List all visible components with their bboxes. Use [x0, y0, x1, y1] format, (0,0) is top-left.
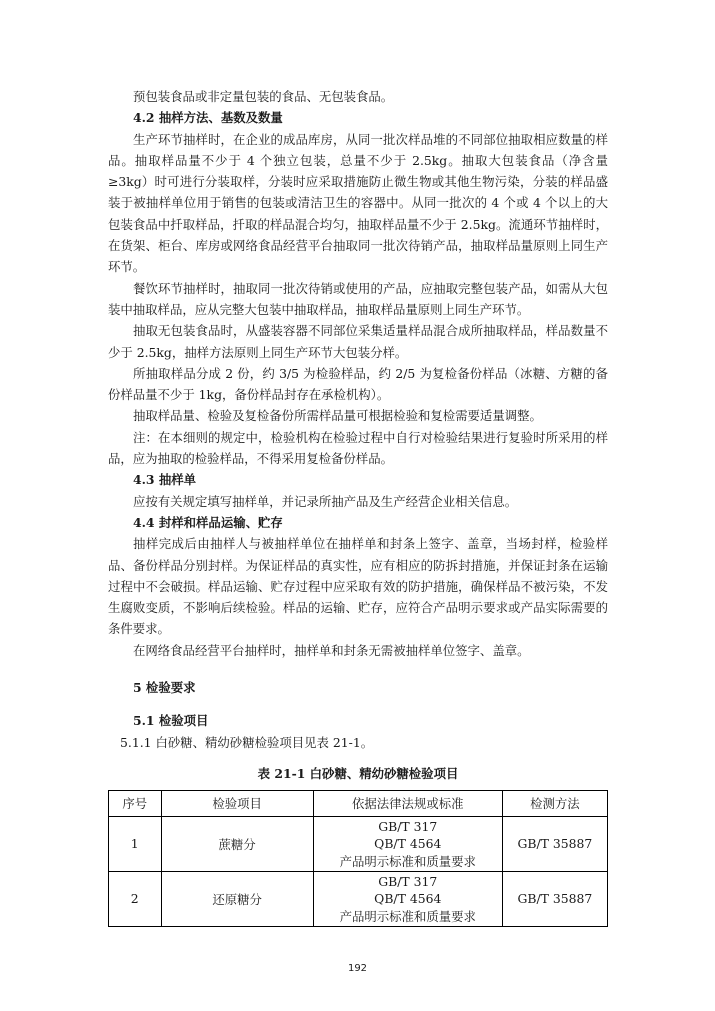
- document-body: [108, 86, 608, 927]
- basis-line: QB/T 4564: [374, 891, 442, 907]
- header-cell-method: 检测方法: [502, 790, 607, 816]
- paragraph: 抽样完成后由抽样人与被抽样单位在抽样单和封条上签字、盖章，当场封样，检验样品、备份样品分别封样。为保证样品的真实性，应有相应的防拆封措施，并保证封条在运输过程中不会破损。样品运输、贮存过程中应采取有效的防护措施，确保样品不被污染，不发生腐败变质，不影响后续检验。样品的运输、贮存，应符合产品明示要求或产品实际需要的条件要求。: [108, 536, 608, 637]
- cell-basis: [313, 871, 502, 926]
- cell-item: 蔗糖分: [161, 816, 313, 871]
- cell-method: GB/T 35887: [502, 816, 607, 871]
- page-number: 192: [347, 963, 368, 974]
- paragraph: 预包装食品或非定量包装的食品、无包装食品。: [133, 89, 394, 104]
- inspection-items-table: [108, 790, 608, 927]
- table-header-row: [109, 790, 608, 816]
- paragraph: 5.1.1 白砂糖、精幼砂糖检验项目见表 21-1。: [120, 734, 374, 750]
- paragraph: 应按有关规定填写抽样单，并记录所抽产品及生产经营企业相关信息。: [133, 493, 518, 509]
- section-heading-5-1: 5.1 检验项目: [133, 713, 209, 729]
- section-heading-4-3: 4.3 抽样单: [133, 472, 197, 488]
- paragraph: 所抽取样品分成 2 份，约 3/5 为检验样品，约 2/5 为复检备份样品（冰糖、方糖的备份样品量不少于 1kg，备份样品封存在承检机构）。: [108, 365, 608, 403]
- paragraph: 抽取样品量、检验及复检备份所需样品量可根据检验和复检需要适量调整。: [133, 408, 542, 424]
- note-paragraph: 注：在本细则的规定中，检验机构在检验过程中自行对检验结果进行复验时所采用的样品，应为抽取的检验样品，不得采用复检备份样品。: [108, 429, 608, 467]
- paragraph: 生产环节抽样时，在企业的成品库房，从同一批次样品堆的不同部位抽取相应数量的样品。抽取样品量不少于 4 个独立包装，总量不少于 2.5kg。抽取大包装食品（净含量≥3kg）时可进行分装取样，分装时应采取措施防止微生物或其他生物污染，分装的样品盛装于被抽样单位用于销售的包装或清洁卫生的容器中。从同一批次的 4 个或 4 个以上的大包装食品中扦取样品，扦取的样品混合均匀，抽取样品量不少于 2.5kg。流通环节抽样时，在货架、柜台、库房或网络食品经营平台抽取同一批次待销产品，抽取样品量原则上同生产环节。: [108, 131, 608, 275]
- cell-basis: [313, 816, 502, 871]
- paragraph: 在网络食品经营平台抽样时，抽样单和封条无需被抽样单位签字、盖章。: [133, 642, 530, 658]
- cell-method: GB/T 35887: [502, 871, 607, 926]
- basis-line: QB/T 4564: [374, 836, 442, 852]
- section-heading-4-2: 4.2 抽样方法、基数及数量: [133, 110, 283, 126]
- basis-line: GB/T 317: [378, 873, 438, 889]
- header-cell-no: 序号: [109, 790, 162, 816]
- table-row: [109, 871, 608, 926]
- paragraph: 抽取无包装食品时，从盛装容器不同部位采集适量样品混合成所抽取样品，样品数量不少于 2.5kg，抽样方法原则上同生产环节大包装分样。: [108, 323, 608, 360]
- cell-no: 1: [109, 816, 162, 871]
- paragraph: 餐饮环节抽样时，抽取同一批次待销或使用的产品，应抽取完整包装产品，如需从大包装中抽取样品，应从完整大包装中抽取样品，抽取样品量原则上同生产环节。: [108, 280, 608, 317]
- cell-no: 2: [109, 871, 162, 926]
- table-row: [109, 816, 608, 871]
- table-caption: 表 21-1 白砂糖、精幼砂糖检验项目: [257, 765, 459, 781]
- section-heading-5: 5 检验要求: [133, 680, 196, 696]
- cell-item: 还原糖分: [161, 871, 313, 926]
- basis-line: 产品明示标准和质量要求: [339, 853, 476, 869]
- section-heading-4-4: 4.4 封样和样品运输、贮存: [133, 514, 283, 530]
- header-cell-basis: 依据法律法规或标准: [313, 790, 502, 816]
- basis-line: 产品明示标准和质量要求: [339, 908, 476, 924]
- basis-line: GB/T 317: [378, 818, 438, 834]
- header-cell-item: 检验项目: [161, 790, 313, 816]
